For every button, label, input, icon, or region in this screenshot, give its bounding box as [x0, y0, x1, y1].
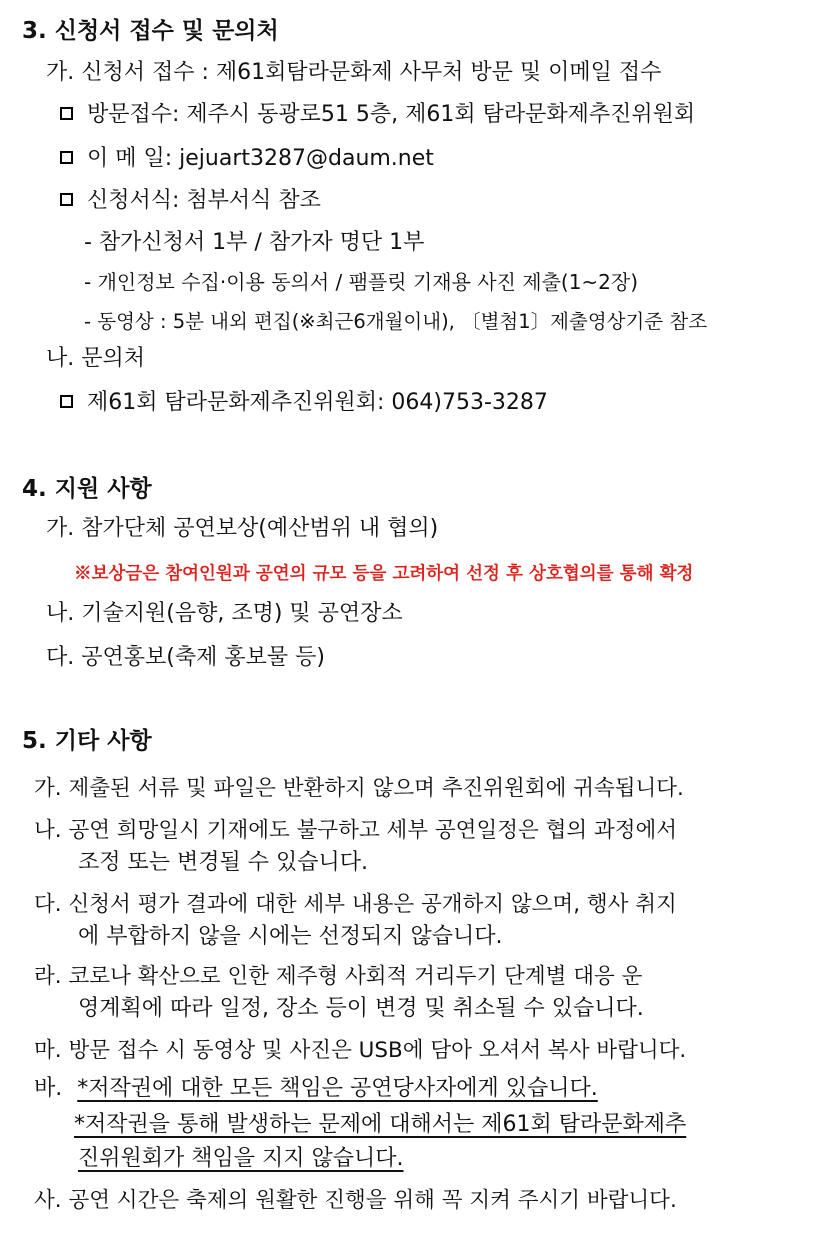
section-3-item-a: 가. 신청서 접수 : 제61회탐라문화제 사무처 방문 및 이메일 접수 — [46, 60, 662, 85]
section-5-item-d-line2: 영계획에 따라 일정, 장소 등이 변경 및 취소될 수 있습니다. — [78, 996, 644, 1021]
checkbox-icon — [60, 395, 73, 408]
visit-receipt-line — [60, 104, 695, 126]
section-5-item-e: 마. 방문 접수 시 동영상 및 사진은 USB에 담아 오셔서 복사 바랍니다. — [34, 1038, 687, 1063]
item-f-label: 바. — [34, 1076, 63, 1101]
email-text: 이 메 일: jejuart3287@daum.net — [87, 146, 434, 171]
email-line — [60, 148, 434, 170]
section-5-item-b-line2: 조정 또는 변경될 수 있습니다. — [78, 850, 368, 875]
section-4-item-a: 가. 참가단체 공연보상(예산범위 내 협의) — [46, 516, 439, 541]
checkbox-icon — [60, 193, 73, 206]
section-5-item-c-line1: 다. 신청서 평가 결과에 대한 세부 내용은 공개하지 않으며, 행사 취지 — [34, 892, 677, 917]
section-4-item-c: 다. 공연홍보(축제 홍보물 등) — [46, 645, 325, 670]
copyright-disclaimer-line2: 진위원회가 책임을 지지 않습니다. — [78, 1146, 404, 1171]
compensation-note: ※보상금은 참여인원과 공연의 규모 등을 고려하여 선정 후 상호협의를 통해 확정 — [74, 564, 694, 584]
checkbox-icon — [60, 151, 73, 164]
section-5-item-g: 사. 공연 시간은 축제의 원활한 진행을 위해 꼭 지켜 주시기 바랍니다. — [34, 1188, 677, 1213]
form-line — [60, 190, 321, 212]
attachment-3: - 동영상 : 5분 내외 편집(※최근6개월이내), 〔별첨1〕제출영상기준 참조 — [84, 310, 708, 333]
attachment-1: - 참가신청서 1부 / 참가자 명단 1부 — [84, 230, 425, 255]
section-5-item-a: 가. 제출된 서류 및 파일은 반환하지 않으며 추진위원회에 귀속됩니다. — [34, 776, 684, 801]
attachment-2: - 개인정보 수집·이용 동의서 / 팸플릿 기재용 사진 제출(1~2장) — [84, 270, 639, 294]
copyright-disclaimer-line1: *저작권을 통해 발생하는 문제에 대해서는 제61회 탐라문화제추 — [74, 1112, 687, 1137]
form-text: 신청서식: 첨부서식 참조 — [87, 188, 321, 213]
section-5-title: 5. 기타 사항 — [22, 728, 152, 754]
copyright-notice: *저작권에 대한 모든 책임은 공연당사자에게 있습니다. — [77, 1076, 598, 1101]
section-4-item-b: 나. 기술지원(음향, 조명) 및 공연장소 — [46, 601, 403, 626]
section-4-title: 4. 지원 사항 — [22, 476, 152, 502]
section-3-title: 3. 신청서 접수 및 문의처 — [22, 18, 279, 44]
section-5-item-b-line1: 나. 공연 희망일시 기재에도 불구하고 세부 공연일정은 협의 과정에서 — [34, 818, 678, 843]
section-5-item-f — [34, 1078, 598, 1100]
checkbox-icon — [60, 107, 73, 120]
contact-line — [60, 392, 548, 414]
section-5-item-d-line1: 라. 코로나 확산으로 인한 제주형 사회적 거리두기 단계별 대응 운 — [34, 964, 643, 989]
visit-receipt-text: 방문접수: 제주시 동광로51 5층, 제61회 탐라문화제추진위원회 — [87, 102, 696, 127]
contact-text: 제61회 탐라문화제추진위원회: 064)753-3287 — [87, 390, 548, 415]
section-5-item-c-line2: 에 부합하지 않을 시에는 선정되지 않습니다. — [78, 924, 503, 949]
section-3-item-b: 나. 문의처 — [46, 346, 145, 371]
